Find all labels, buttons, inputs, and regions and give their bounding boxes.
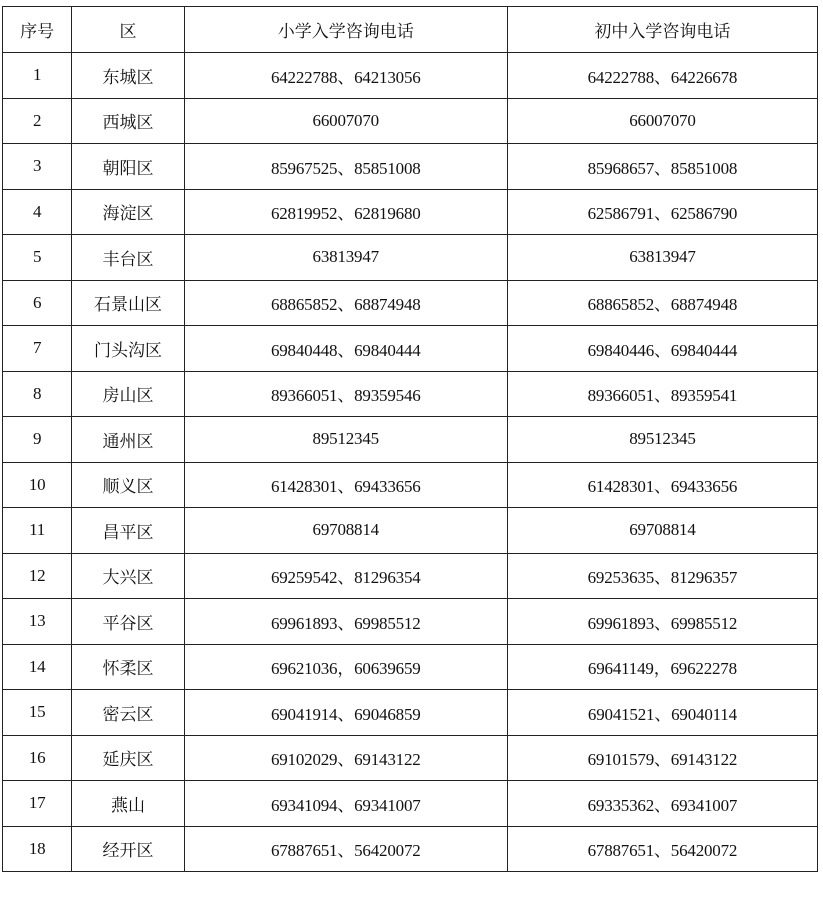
serial-number-cell: 14	[3, 644, 72, 690]
district-cell: 石景山区	[72, 280, 184, 326]
serial-number-cell: 6	[3, 280, 72, 326]
district-cell: 密云区	[72, 690, 184, 736]
primary-phone-cell: 89512345	[184, 417, 507, 463]
district-cell: 燕山	[72, 781, 184, 827]
district-cell: 顺义区	[72, 462, 184, 508]
serial-number-cell: 5	[3, 235, 72, 281]
table-row	[3, 326, 818, 372]
middle-phone-cell: 67887651、56420072	[507, 826, 817, 872]
table-row	[3, 53, 818, 99]
middle-phone-cell: 64222788、64226678	[507, 53, 817, 99]
table-row	[3, 599, 818, 645]
serial-number-cell: 9	[3, 417, 72, 463]
middle-phone-cell: 69041521、69040114	[507, 690, 817, 736]
table-row	[3, 144, 818, 190]
middle-phone-cell: 69101579、69143122	[507, 735, 817, 781]
serial-number-cell: 2	[3, 98, 72, 144]
district-cell: 东城区	[72, 53, 184, 99]
middle-phone-cell: 69335362、69341007	[507, 781, 817, 827]
middle-phone-cell: 68865852、68874948	[507, 280, 817, 326]
serial-number-cell: 11	[3, 508, 72, 554]
serial-number-cell: 17	[3, 781, 72, 827]
district-cell: 经开区	[72, 826, 184, 872]
primary-phone-cell: 69708814	[184, 508, 507, 554]
table-row	[3, 462, 818, 508]
serial-number-cell: 16	[3, 735, 72, 781]
table-body	[3, 53, 818, 872]
primary-phone-cell: 62819952、62819680	[184, 189, 507, 235]
middle-phone-cell: 63813947	[507, 235, 817, 281]
header-row	[3, 7, 818, 53]
serial-number-cell: 4	[3, 189, 72, 235]
district-cell: 海淀区	[72, 189, 184, 235]
table-row	[3, 417, 818, 463]
middle-phone-cell: 61428301、69433656	[507, 462, 817, 508]
middle-phone-cell: 85968657、85851008	[507, 144, 817, 190]
serial-number-cell: 12	[3, 553, 72, 599]
serial-number-cell: 1	[3, 53, 72, 99]
serial-number-cell: 7	[3, 326, 72, 372]
table-row	[3, 371, 818, 417]
serial-number-cell: 13	[3, 599, 72, 645]
serial-number-cell: 3	[3, 144, 72, 190]
primary-phone-cell: 69961893、69985512	[184, 599, 507, 645]
table-row	[3, 826, 818, 872]
primary-phone-cell: 69840448、69840444	[184, 326, 507, 372]
table-row	[3, 280, 818, 326]
middle-phone-cell: 69641149，69622278	[507, 644, 817, 690]
enrollment-hotline-table	[2, 6, 818, 872]
serial-number-cell: 8	[3, 371, 72, 417]
primary-phone-cell: 69259542、81296354	[184, 553, 507, 599]
table-row	[3, 781, 818, 827]
primary-phone-cell: 67887651、56420072	[184, 826, 507, 872]
table-row	[3, 690, 818, 736]
primary-phone-cell: 68865852、68874948	[184, 280, 507, 326]
table-row	[3, 189, 818, 235]
primary-phone-cell: 69102029、69143122	[184, 735, 507, 781]
table-row	[3, 644, 818, 690]
primary-phone-cell: 69341094、69341007	[184, 781, 507, 827]
primary-phone-cell: 61428301、69433656	[184, 462, 507, 508]
table-row	[3, 553, 818, 599]
header-serial-number: 序号	[3, 7, 72, 53]
header-middle-school-phone: 初中入学咨询电话	[507, 7, 817, 53]
table-row	[3, 98, 818, 144]
primary-phone-cell: 89366051、89359546	[184, 371, 507, 417]
middle-phone-cell: 69708814	[507, 508, 817, 554]
primary-phone-cell: 64222788、64213056	[184, 53, 507, 99]
header-primary-school-phone: 小学入学咨询电话	[184, 7, 507, 53]
district-cell: 通州区	[72, 417, 184, 463]
middle-phone-cell: 69961893、69985512	[507, 599, 817, 645]
district-cell: 平谷区	[72, 599, 184, 645]
district-cell: 大兴区	[72, 553, 184, 599]
district-cell: 门头沟区	[72, 326, 184, 372]
primary-phone-cell: 85967525、85851008	[184, 144, 507, 190]
district-cell: 延庆区	[72, 735, 184, 781]
middle-phone-cell: 69253635、81296357	[507, 553, 817, 599]
middle-phone-cell: 89366051、89359541	[507, 371, 817, 417]
serial-number-cell: 15	[3, 690, 72, 736]
middle-phone-cell: 89512345	[507, 417, 817, 463]
serial-number-cell: 18	[3, 826, 72, 872]
table-row	[3, 735, 818, 781]
district-cell: 丰台区	[72, 235, 184, 281]
district-cell: 朝阳区	[72, 144, 184, 190]
primary-phone-cell: 69041914、69046859	[184, 690, 507, 736]
district-cell: 房山区	[72, 371, 184, 417]
table-row	[3, 508, 818, 554]
primary-phone-cell: 66007070	[184, 98, 507, 144]
middle-phone-cell: 66007070	[507, 98, 817, 144]
serial-number-cell: 10	[3, 462, 72, 508]
table-row	[3, 235, 818, 281]
primary-phone-cell: 69621036，60639659	[184, 644, 507, 690]
district-cell: 昌平区	[72, 508, 184, 554]
primary-phone-cell: 63813947	[184, 235, 507, 281]
middle-phone-cell: 69840446、69840444	[507, 326, 817, 372]
middle-phone-cell: 62586791、62586790	[507, 189, 817, 235]
district-cell: 怀柔区	[72, 644, 184, 690]
district-cell: 西城区	[72, 98, 184, 144]
header-district: 区	[72, 7, 184, 53]
